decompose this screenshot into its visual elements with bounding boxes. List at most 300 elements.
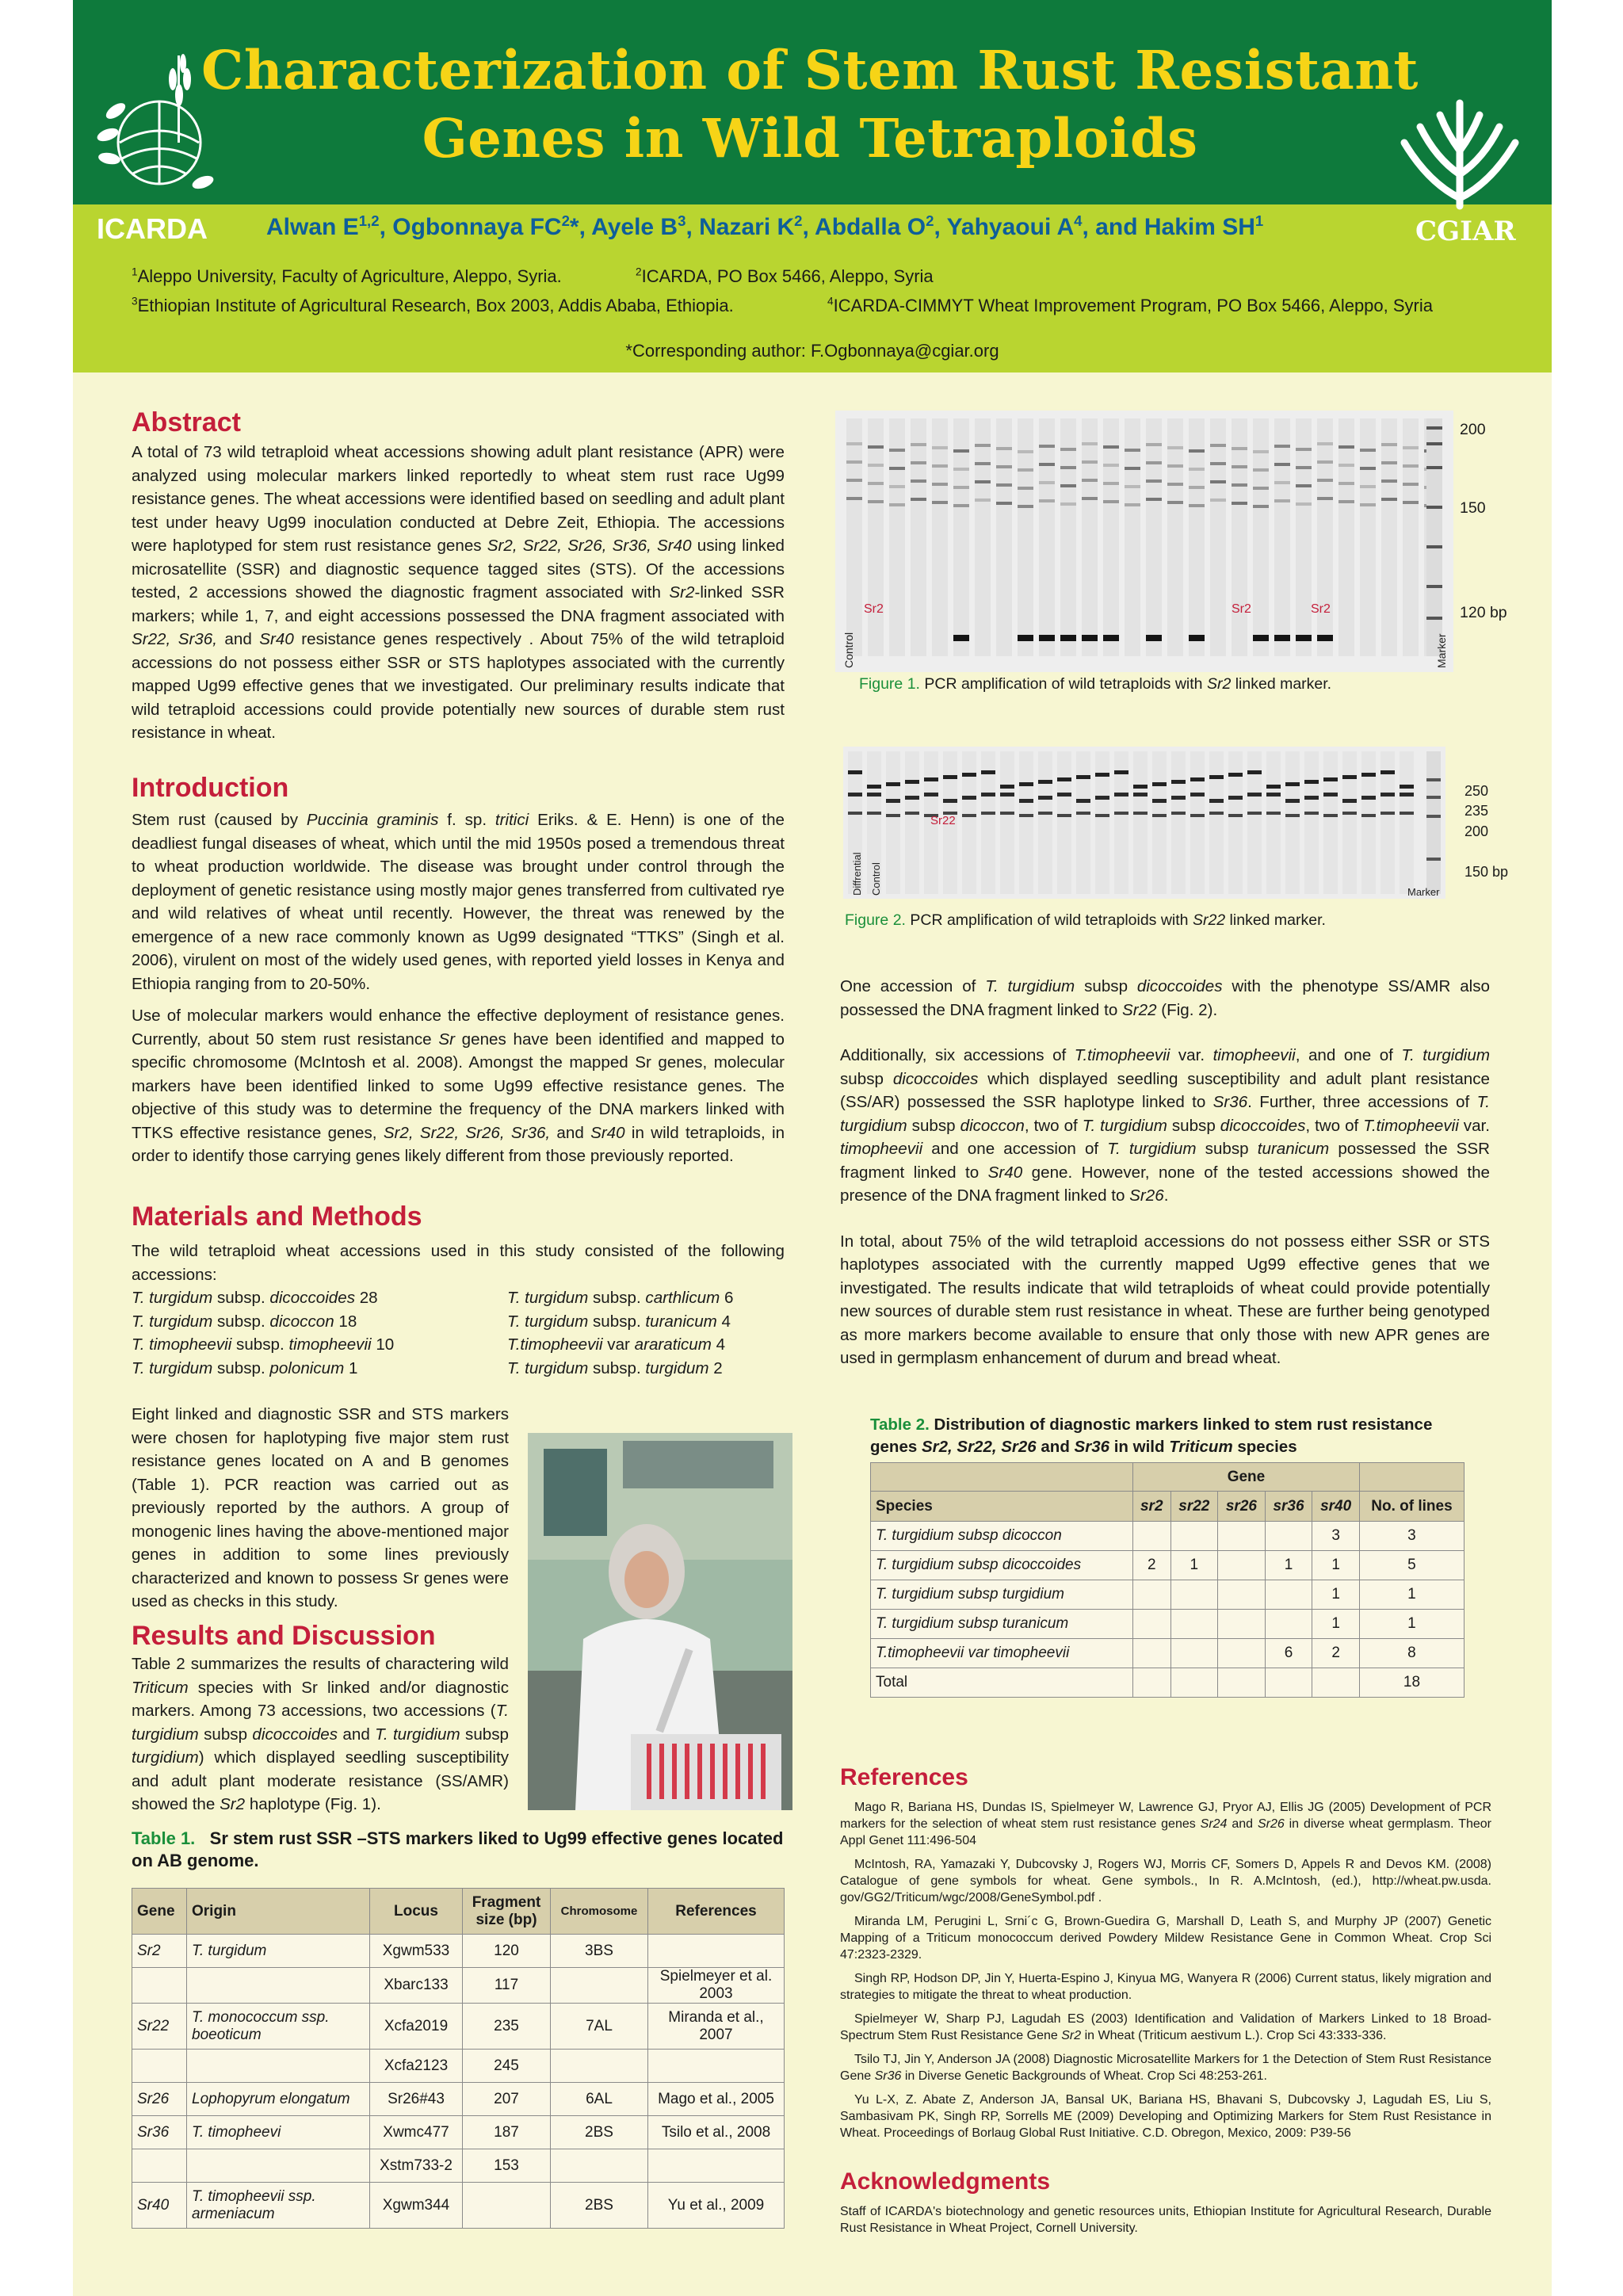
gel-band (905, 812, 919, 815)
gel-band (1253, 468, 1269, 472)
table2-cell: T. turgidium subsp dicoccoides (871, 1551, 1133, 1580)
references-heading: References (840, 1764, 968, 1790)
gel-band (1082, 442, 1098, 445)
gel-band (953, 468, 969, 471)
table1-cell: 245 (463, 2050, 551, 2083)
gel-band (1209, 775, 1224, 779)
table1-row (132, 1935, 785, 1968)
corresponding-author: *Corresponding author: F.Ogbonnaya@cgiar.org (625, 341, 999, 361)
lab-photo (528, 1433, 792, 1810)
gel-band (1296, 502, 1312, 506)
table1-header: References (648, 1889, 785, 1935)
gel-band (962, 796, 976, 800)
gel-lane (1189, 418, 1205, 656)
gel-band (932, 446, 948, 449)
gel-band (924, 793, 938, 797)
gel-band (1274, 499, 1290, 502)
figure2-caption: Figure 2. PCR amplification of wild tetraploids with Sr22 linked marker. (845, 911, 1326, 929)
gel-band (1253, 450, 1269, 453)
gel-band (1103, 635, 1119, 641)
table1-cell: 117 (463, 1968, 551, 2004)
gel-lane (932, 418, 948, 656)
gel-band (1095, 773, 1109, 777)
table1-cell: Spielmeyer et al. 2003 (648, 1968, 785, 2004)
gel-band (1146, 635, 1162, 641)
gel-band (1057, 793, 1071, 797)
table2-cell (1133, 1522, 1171, 1551)
gel-lane (1274, 418, 1290, 656)
gel-band (1285, 782, 1300, 786)
fig1-marker-200: 200 (1460, 421, 1486, 438)
gel-band (975, 462, 991, 465)
methods-heading: Materials and Methods (132, 1201, 422, 1232)
marker-band (1426, 858, 1441, 861)
table2-cell (1218, 1522, 1266, 1551)
gel-band (886, 814, 900, 817)
gel-band (1247, 812, 1262, 815)
table2-cell: 1 (1312, 1610, 1360, 1639)
gel-band (1125, 485, 1140, 488)
gel-band (1266, 785, 1281, 789)
gel-lane (1381, 418, 1397, 656)
gel-band (868, 445, 884, 449)
gel-lane (953, 418, 969, 656)
table2-cell: 1 (1359, 1610, 1464, 1639)
table2-cell: 18 (1359, 1668, 1464, 1698)
gel-band (953, 635, 969, 641)
affiliation-4: $^4$ICARDA-CIMMYT Wheat Improvement Program, PO Box 5466, Aleppo, Syria (827, 295, 1433, 315)
table2-cell: 5 (1359, 1551, 1464, 1580)
table2-cell: 1 (1359, 1580, 1464, 1610)
gel-band (1133, 785, 1148, 789)
table2-header: sr22 (1170, 1492, 1218, 1522)
gel-band (1076, 775, 1090, 779)
gel-lane (1167, 418, 1183, 656)
gel-lane (1171, 751, 1186, 894)
table1-cell: Yu et al., 2009 (648, 2183, 785, 2229)
gel-band (1274, 463, 1290, 466)
marker-lane (1426, 751, 1441, 894)
gel-band (1171, 796, 1186, 800)
table1-cell: 207 (463, 2083, 551, 2116)
gel-lane (1133, 751, 1148, 894)
gel-band (848, 812, 862, 815)
gel-band (1403, 501, 1419, 504)
gel-band (1114, 770, 1128, 774)
reference-item: Yu L-X, Z. Abate Z, Anderson JA, Bansal UK, Bariana HS, Bhavani S, Dubcovsky J, Lagudah ES, Liu S, Sambasivam PK, Singh RP, Sorrells ME (2009) Developing and Optimizing Markers for Stem Rust Resistance in Wheat. Proceedings of Borlaug Global Rust Initiative. C.D. Obregon, Mexico, 2009: P39-56 (840, 2093, 1491, 2140)
gel-band (1171, 780, 1186, 784)
table1-cell: Sr22 (132, 2004, 187, 2050)
table2-cell: T. turgidium subsp turgidium (871, 1580, 1133, 1610)
gel-lane (911, 418, 926, 656)
gel-band (1296, 448, 1312, 451)
table2-cell: 2 (1312, 1639, 1360, 1668)
title-line-1: Characterization of Stem Rust Resistant (201, 39, 1419, 101)
gel-band (911, 461, 926, 464)
table2 (870, 1462, 1465, 1698)
gel-band (1210, 499, 1226, 502)
table1-row (132, 2083, 785, 2116)
marker-lane-label: Marker (1407, 886, 1440, 898)
gel-band (1274, 481, 1290, 484)
reference-item: Tsilo TJ, Jin Y, Anderson JA (2008) Diagnostic Microsatellite Markers for 1 the Detection of Stem Rust Resistance Gene Sr36 in Diverse Genetic Backgrounds of Wheat. Crop Sci 48:253-261. (840, 2053, 1491, 2083)
gel-band (1152, 814, 1167, 817)
table2-header: sr2 (1133, 1492, 1171, 1522)
table1-cell: Xstm733-2 (370, 2149, 463, 2183)
gel-band (1060, 502, 1076, 506)
gel-band (1060, 484, 1076, 487)
table2-cell: 1 (1265, 1551, 1312, 1580)
gel-band (1057, 814, 1071, 817)
gel-band (1274, 635, 1290, 641)
figure2-gel (843, 747, 1445, 899)
gel-lane (1039, 418, 1055, 656)
table2-cell (1170, 1580, 1218, 1610)
gel-lane (1076, 751, 1090, 894)
abstract-heading: Abstract (132, 407, 241, 437)
gel-band (911, 443, 926, 446)
gel-lane (1125, 418, 1140, 656)
gel-band (932, 483, 948, 486)
gel-band (867, 793, 881, 797)
gel-band (846, 460, 862, 464)
gel-band (848, 793, 862, 797)
table1-cell: 187 (463, 2116, 551, 2149)
gel-band (1038, 812, 1052, 815)
gel-band (1146, 443, 1162, 446)
gel-band (1125, 449, 1140, 452)
gel-band (1082, 460, 1098, 464)
table2-cell: 1 (1312, 1580, 1360, 1610)
marker-band (1426, 426, 1442, 430)
table2-cell: 1 (1170, 1551, 1218, 1580)
gel-band (1403, 483, 1419, 486)
gel-band (1125, 467, 1140, 470)
gel-lane (868, 418, 884, 656)
table1-body (132, 1935, 785, 2229)
table2-header: sr26 (1218, 1492, 1266, 1522)
gel-band (1400, 812, 1414, 815)
gel-band (1360, 503, 1376, 506)
figure1-caption: Figure 1. PCR amplification of wild tetraploids with Sr2 linked marker. (859, 675, 1332, 693)
gel-lane (889, 418, 905, 656)
table1 (132, 1888, 785, 2229)
table2-cell: 2 (1133, 1551, 1171, 1580)
table2-cell: Total (871, 1668, 1133, 1698)
gel-lane (1000, 751, 1014, 894)
title-line-2: Genes in Wild Tetraploids (422, 107, 1198, 170)
gel-lane (1038, 751, 1052, 894)
gel-lane (1403, 418, 1419, 656)
table1-cell: Xgwm344 (370, 2183, 463, 2229)
table2-row (871, 1551, 1465, 1580)
table2-cell (1218, 1639, 1266, 1668)
results-text: Table 2 summarizes the results of charactering wild Triticum species with Sr linked and/or diagnostic markers. Among 73 accessions, two accessions (T. turgidium subsp dicoccoides and T. turgidium subsp turgidium) which displayed seedling susceptibility and adult plant moderate resistance (SS/AMR) showed the Sr2 haplotype (Fig. 1). (132, 1655, 509, 1813)
table1-cell: Mago et al., 2005 (648, 2083, 785, 2116)
gel-band (1381, 443, 1397, 446)
gel-lane (1266, 751, 1281, 894)
table2-cell: 8 (1359, 1639, 1464, 1668)
gel-band (1342, 812, 1357, 815)
affiliation-3: $^3$Ethiopian Institute of Agricultural Research, Box 2003, Addis Ababa, Ethiopia. (132, 295, 734, 315)
fig1-marker-150: 150 (1460, 499, 1486, 517)
table1-cell: T. timopheevi (187, 2116, 370, 2149)
cgiar-logo-text: CGIAR (1415, 216, 1516, 247)
gel-band (1103, 445, 1119, 449)
table2-cell (1170, 1522, 1218, 1551)
table2-cell: 6 (1265, 1639, 1312, 1668)
gel-lane (1304, 751, 1319, 894)
gel-lane (1152, 751, 1167, 894)
abstract-text: A total of 73 wild tetraploid wheat accessions showing adult plant resistance (APR) were analyzed using molecular markers linked reportedly to wheat stem rust race Ug99 resistance genes. The wheat accessions were identified based on seedling and adult plant test under heavy Ug99 inoculation conducted at Debre Zeit, Ethiopia. The accessions were haplotyped for stem rust resistance genes Sr2, Sr22, Sr26, Sr36, Sr40 using linked microsatellite (SSR) and diagnostic sequence tagged sites (STS). Of the accessions tested, 2 accessions showed the diagnostic fragment associated with Sr2-linked SSR markers; while 1, 7, and eight accessions possessed the DNA fragment associated with Sr22, Sr36, and Sr40 resistance genes respectively . About 75% of the wild tetraploid accessions do not possess either SSR or STS haplotypes associated with the currently mapped Ug99 effective genes that we investigated. Our preliminary results indicate that wild tetraploid accessions could provide potentially new sources of durable stem rust resistance in wheat. (132, 443, 785, 742)
right-paragraph-2: Additionally, six accessions of T.timopheevii var. timopheevii, and one of T. turgidium subsp dicoccoides which displayed seedling susceptibility and adult plant resistance (SS/AR) possessed the SSR haplotype linked to Sr36. Further, three accessions of T. turgidium subsp dicoccon, two of T. turgidium subsp dicoccoides, two of T.timopheevii var. timopheevii and one accession of T. turgidium subsp turanicum possessed the SSR fragment linked to Sr40 gene. However, none of the tested accessions showed the presence of the DNA fragment linked to Sr26. (840, 1046, 1490, 1205)
gel-band (996, 465, 1012, 468)
gel-band (1167, 483, 1183, 486)
marker-band (1426, 617, 1442, 620)
table1-cell (187, 2149, 370, 2183)
gel-band (1018, 487, 1033, 490)
table1-cell: 2BS (551, 2116, 648, 2149)
gel-band (1167, 446, 1183, 449)
table1-cell: Sr36 (132, 2116, 187, 2149)
table2-cell (1133, 1668, 1171, 1698)
gel-band (962, 814, 976, 817)
gel-band (1274, 445, 1290, 448)
gel-band (846, 442, 862, 445)
marker-band (1426, 545, 1442, 548)
control-lane-label: Control (842, 632, 855, 668)
gel-band (1285, 814, 1300, 817)
introduction-heading: Introduction (132, 773, 289, 803)
table2-cell: 3 (1359, 1522, 1464, 1551)
marker-band (1426, 778, 1441, 781)
gel-band (1189, 504, 1205, 507)
gel-lane (846, 418, 862, 656)
gel-band (975, 480, 991, 483)
table1-row (132, 2183, 785, 2229)
table2-cell: 3 (1312, 1522, 1360, 1551)
gel-band (1381, 498, 1397, 501)
gel-band (886, 799, 900, 803)
table2-header: sr40 (1312, 1492, 1360, 1522)
gel-band (1038, 796, 1052, 800)
gel-band (1400, 793, 1414, 797)
gel-band (1304, 812, 1319, 815)
table1-cell: 2BS (551, 2183, 648, 2229)
table1-cell: Xcfa2123 (370, 2050, 463, 2083)
gel-band (1076, 812, 1090, 815)
gel-band (996, 447, 1012, 450)
table1-cell (551, 1968, 648, 2004)
gel-band (905, 780, 919, 784)
gel-band (1146, 498, 1162, 501)
gel-band (1039, 463, 1055, 466)
species-list-left: T. turgidum subsp. dicoccoides 28 T. turgidum subsp. dicoccon 18 T. timopheevii subsp. timopheevii 10 T. turgidum subsp. polonicum 1 (132, 1289, 395, 1377)
gel-band (1210, 480, 1226, 483)
table1-cell (551, 2149, 648, 2183)
table2-cell (1218, 1610, 1266, 1639)
gel-band (1338, 500, 1354, 503)
gel-band (943, 775, 957, 779)
table1-cell (187, 1968, 370, 2004)
table1-cell: 3BS (551, 1935, 648, 1968)
gel-band (962, 773, 976, 777)
table2-cell (1170, 1668, 1218, 1698)
gel-lane (1323, 751, 1338, 894)
gel-band (1018, 468, 1033, 472)
table2-cell (1133, 1580, 1171, 1610)
fig1-marker-120: 120 bp (1460, 604, 1507, 621)
gel-band (1082, 635, 1098, 641)
references-list (840, 1799, 1491, 2149)
gel-lane (1060, 418, 1076, 656)
gel-band (1039, 635, 1055, 641)
table1-cell (648, 1935, 785, 1968)
gel-band (1018, 450, 1033, 453)
gel-band (1209, 812, 1224, 815)
table1-cell: Sr40 (132, 2183, 187, 2229)
table1-row (132, 2149, 785, 2183)
table2-row (871, 1610, 1465, 1639)
gel-band (1019, 782, 1033, 786)
gel-band (1146, 479, 1162, 483)
gel-band (1133, 793, 1148, 797)
table1-cell: Xgwm533 (370, 1935, 463, 1968)
poster (73, 0, 1552, 2296)
fig2-marker-200: 200 (1465, 823, 1489, 839)
gel-band (996, 483, 1012, 487)
table1-cell: Sr26#43 (370, 2083, 463, 2116)
gel-band (1317, 479, 1333, 482)
table2-header: Species (871, 1492, 1133, 1522)
gel-lane (1296, 418, 1312, 656)
gel-band (1361, 773, 1376, 777)
gel-band (1019, 814, 1033, 817)
gel-band (1060, 448, 1076, 451)
intro-paragraph-1: Stem rust (caused by Puccinia graminis f. sp. tritici Eriks. & E. Henn) is one of the deadliest fungal diseases of wheat, which until the mid 1950s posed a tremendous threat to wheat production worldwide. The disease was brought under control through the deployment of genetic resistance using mostly major genes transferred from cultivated rye and wild relatives of wheat until recently. However, the threat was renewed by the emergence of a new race commonly known as Ug99 designated “TTKS” (Singh et al. 2006), virulent on most of the widely used genes, with reported yield losses in Kenya and Ethiopia ranging from to 20-50%. (132, 811, 785, 993)
gel-band (848, 770, 862, 774)
table1-cell (132, 2149, 187, 2183)
table2-cell (1265, 1668, 1312, 1698)
gel-band (932, 464, 948, 468)
gel-band (1323, 793, 1338, 797)
gel-lane (1190, 751, 1205, 894)
intro-paragraph-2: Use of molecular markers would enhance the effective deployment of resistance genes. Currently, about 50 stem rust resistance Sr genes have been identified and mapped to specific chromosome (McIntosh et al. 2008). Amongst the mapped Sr genes, molecular markers have been identified linked to some Ug99 effective resistance genes. The objective of this study was to determine the frequency of the DNA markers linked with TTKS effective resistance genes, Sr2, Sr22, Sr26, Sr36, and Sr40 in wild tetraploids, in order to identify those carrying genes likely different from those previously reported. (132, 1007, 785, 1165)
gel-band (1018, 635, 1033, 641)
poster-title (192, 36, 1428, 173)
gel-band (1381, 770, 1395, 774)
gel-band (911, 498, 926, 501)
table2-body (871, 1522, 1465, 1698)
gel-band (1360, 449, 1376, 452)
gel-band (953, 449, 969, 453)
table2-cell (1133, 1610, 1171, 1639)
table1-row (132, 2050, 785, 2083)
gel-lane (975, 418, 991, 656)
fig2-marker-250: 250 (1465, 783, 1489, 799)
gel-band (1152, 799, 1167, 803)
gel-lane (1082, 418, 1098, 656)
gel-band (886, 782, 900, 786)
gel-lane (1019, 751, 1033, 894)
gel-band (905, 796, 919, 800)
table1-header: Origin (187, 1889, 370, 1935)
reference-item: Mago R, Bariana HS, Dundas IS, Spielmeyer W, Lawrence GJ, Pryor AJ, Ellis JG (2005) Development of PCR markers for the selection of wheat stem rust resistance genes Sr24 and Sr26 in diverse wheat germplasm. Theor Appl Genet 111:496-504 (840, 1801, 1491, 1847)
table1-cell: 7AL (551, 2004, 648, 2050)
table2-cell: T. turgidium subsp dicoccon (871, 1522, 1133, 1551)
fig2-marker-150: 150 bp (1465, 864, 1509, 880)
gel-band (1304, 796, 1319, 800)
gel-band (932, 501, 948, 504)
gel-band (911, 479, 926, 483)
gel-band (1232, 447, 1247, 450)
gel-band (1082, 479, 1098, 482)
gel-band (1114, 793, 1128, 797)
table1-cell (648, 2149, 785, 2183)
gel-band (889, 449, 905, 452)
table1-cell: T. timopheevii ssp. armeniacum (187, 2183, 370, 2229)
gel-band (1000, 793, 1014, 797)
table1-cell (551, 2050, 648, 2083)
gel-band (1381, 812, 1395, 815)
gel-band (889, 485, 905, 488)
gel-band (1152, 782, 1167, 786)
icarda-logo-text: ICARDA (97, 212, 208, 245)
marker-lane (1426, 418, 1442, 656)
results-heading: Results and Discussion (132, 1620, 436, 1651)
gel-band (1232, 483, 1247, 487)
gel-band (1189, 635, 1205, 641)
gel-band (1361, 796, 1376, 800)
gel-lane (1317, 418, 1333, 656)
gel-band (924, 777, 938, 781)
gel-band (1189, 468, 1205, 471)
table1-cell: T. turgidum (187, 1935, 370, 1968)
table1-header: Locus (370, 1889, 463, 1935)
gel-band (868, 500, 884, 503)
table1-cell: Sr26 (132, 2083, 187, 2116)
table2-row (871, 1668, 1465, 1698)
table1-cell (648, 2050, 785, 2083)
table1-cell: 120 (463, 1935, 551, 1968)
reference-item: Spielmeyer W, Sharp PJ, Lagudah ES (2003) Identification and Validation of Markers Linked to 18 Broad-Spectrum Stem Rust Resistance Gene Sr2 in Wheat (Triticum aestivum L.). Crop Sci 43:333-336. (840, 2012, 1491, 2042)
gel-band (1167, 464, 1183, 468)
sr22-band-label: Sr22 (930, 814, 956, 827)
table2-cell (1265, 1580, 1312, 1610)
gel-lane (1209, 751, 1224, 894)
gel-band (1360, 485, 1376, 488)
table2-row (871, 1639, 1465, 1668)
table2-cell: 1 (1312, 1551, 1360, 1580)
table1-cell: Xwmc477 (370, 2116, 463, 2149)
gel-band (1103, 482, 1119, 485)
gel-band (975, 444, 991, 447)
figure1-gel (835, 411, 1453, 672)
gel-band (1209, 799, 1224, 803)
gel-band (1000, 812, 1014, 815)
gel-band (996, 502, 1012, 505)
gel-lane (886, 751, 900, 894)
gel-lane (1018, 418, 1033, 656)
marker-band (1426, 585, 1442, 588)
gel-lane (1253, 418, 1269, 656)
fig2-marker-235: 235 (1465, 803, 1489, 819)
marker-lane-label: Marker (1435, 633, 1448, 668)
gel-lane (1146, 418, 1162, 656)
marker-band (1426, 815, 1441, 818)
table1-cell: 6AL (551, 2083, 648, 2116)
gel-band (1342, 775, 1357, 779)
